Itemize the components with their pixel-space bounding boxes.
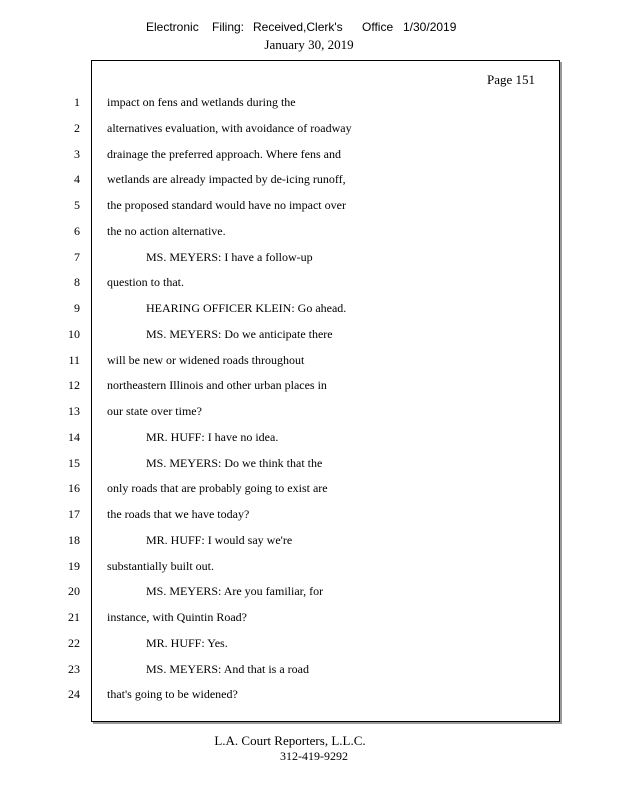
line-text: MR. HUFF: Yes.: [146, 636, 228, 650]
line-number: 4: [74, 172, 80, 186]
reporter-phone: 312-419-9292: [280, 749, 348, 763]
line-text: instance, with Quintin Road?: [107, 610, 247, 624]
line-text: that's going to be widened?: [107, 687, 238, 701]
line-text: northeastern Illinois and other urban places in: [107, 378, 327, 392]
line-number: 8: [74, 275, 80, 289]
line-text: drainage the preferred approach. Where fens and: [107, 147, 341, 161]
line-text: HEARING OFFICER KLEIN: Go ahead.: [146, 301, 347, 315]
line-number: 23: [68, 662, 80, 676]
line-text: alternatives evaluation, with avoidance of roadway: [107, 121, 352, 135]
line-text: will be new or widened roads throughout: [107, 353, 305, 367]
line-number: 21: [68, 610, 80, 624]
line-number: 18: [68, 533, 80, 547]
reporter-company: L.A. Court Reporters, L.L.C.: [214, 733, 366, 748]
stamp-date: 1/30/2019: [403, 20, 457, 34]
line-text: MS. MEYERS: I have a follow-up: [146, 250, 313, 264]
line-number: 13: [68, 404, 80, 418]
line-number: 20: [68, 584, 80, 598]
line-number: 22: [68, 636, 80, 650]
line-number: 1: [74, 95, 80, 109]
filed-date: January 30, 2019: [264, 37, 354, 52]
line-text: substantially built out.: [107, 559, 214, 573]
line-number: 16: [68, 481, 80, 495]
line-number: 6: [74, 224, 80, 238]
line-text: question to that.: [107, 275, 184, 289]
line-text: only roads that are probably going to exist are: [107, 481, 328, 495]
stamp-word-filing: Filing:: [212, 20, 245, 34]
line-text: impact on fens and wetlands during the: [107, 95, 296, 109]
line-number: 7: [74, 250, 80, 264]
line-text: MS. MEYERS: Are you familiar, for: [146, 584, 324, 598]
stamp-word-office: Office: [362, 20, 394, 34]
line-number: 5: [74, 198, 80, 212]
line-number: 24: [68, 687, 80, 701]
line-text: MS. MEYERS: Do we anticipate there: [146, 327, 333, 341]
line-text: our state over time?: [107, 404, 202, 418]
line-text: wetlands are already impacted by de-icing runoff,: [107, 172, 346, 186]
filing-stamp: [0, 20, 618, 34]
stamp-word-received: Received,Clerk's: [253, 20, 343, 34]
line-number: 9: [74, 301, 80, 315]
line-number: 15: [68, 456, 80, 470]
line-number: 10: [68, 327, 80, 341]
line-number: 14: [68, 430, 80, 444]
line-text: MS. MEYERS: Do we think that the: [146, 456, 323, 470]
line-number: 19: [68, 559, 80, 573]
line-text: the proposed standard would have no impact over: [107, 198, 346, 212]
line-number: 12: [68, 378, 80, 392]
line-text: MR. HUFF: I have no idea.: [146, 430, 279, 444]
line-text: MS. MEYERS: And that is a road: [146, 662, 310, 676]
stamp-word-electronic: Electronic: [146, 20, 199, 34]
line-number: 17: [68, 507, 80, 521]
line-number: 3: [74, 147, 80, 161]
line-number: 2: [74, 121, 80, 135]
line-text: the no action alternative.: [107, 224, 226, 238]
line-number: 11: [68, 353, 80, 367]
line-text: the roads that we have today?: [107, 507, 250, 521]
page-number: Page 151: [487, 72, 536, 87]
line-text: MR. HUFF: I would say we're: [146, 533, 293, 547]
